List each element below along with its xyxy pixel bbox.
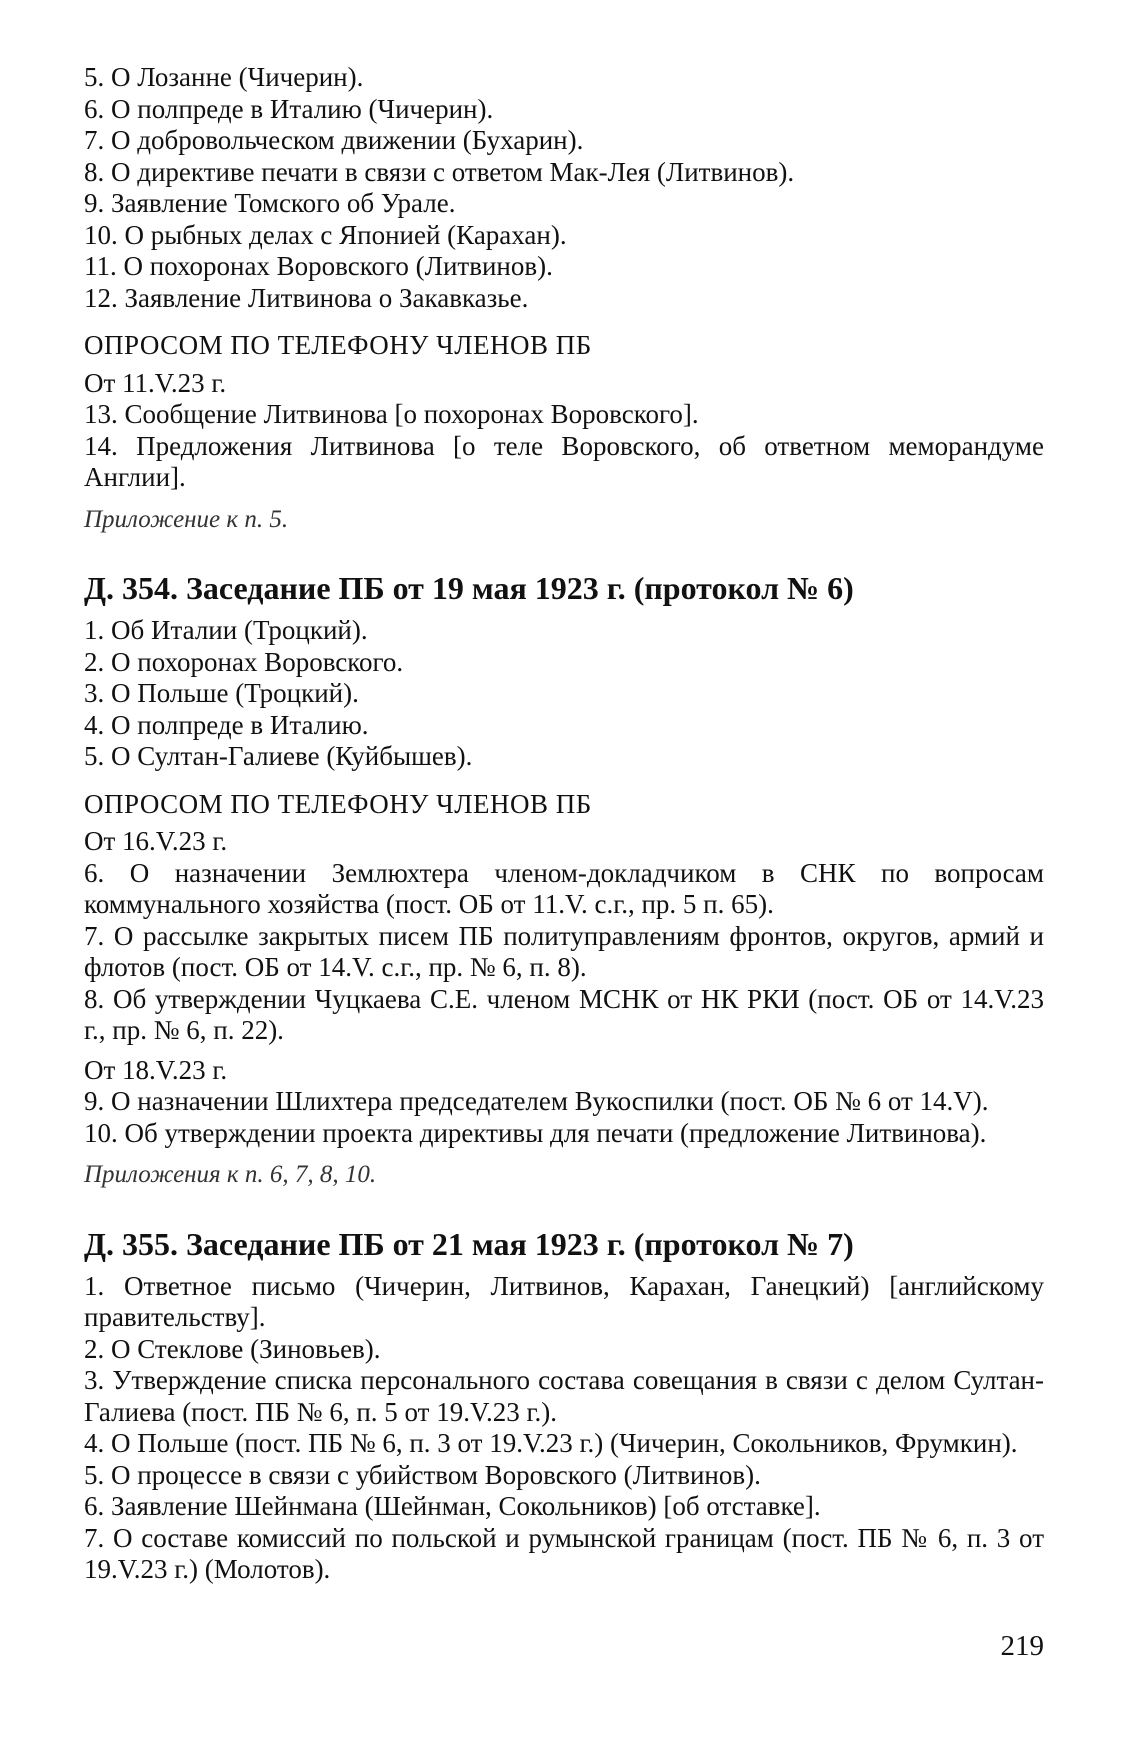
list-item: 7. О добровольческом движении (Бухарин).	[84, 125, 584, 155]
list-item: 12. Заявление Литвинова о Закавказье.	[84, 282, 529, 313]
list-item: 10. Об утверждении проекта директивы для печати (предложение Литвинова).	[84, 1117, 987, 1148]
poll-section-label: ОПРОСОМ ПО ТЕЛЕФОНУ ЧЛЕНОВ ПБ	[84, 788, 592, 819]
list-item: 4. О Польше (пост. ПБ № 6, п. 3 от 19.V.23 г.) (Чичерин, Сокольников, Фрумкин).	[84, 1428, 1018, 1458]
appendix-note: Приложения к п. 6, 7, 8, 10.	[84, 1161, 377, 1188]
doc-354-item-list	[84, 615, 1044, 773]
document-heading-354: Д. 354. Заседание ПБ от 19 мая 1923 г. (протокол № 6)	[84, 570, 854, 606]
document-page	[84, 62, 1044, 1586]
list-item: 5. О Лозанне (Чичерин).	[84, 62, 364, 92]
list-item: 6. Заявление Шейнмана (Шейнман, Сокольников) [об отставке].	[84, 1491, 821, 1521]
top-item-list	[84, 62, 1044, 314]
list-item: 7. О рассылке закрытых писем ПБ политуправлениям фронтов, округов, армий и флотов (пост. ОБ от 14.V. с.г., пр. № 6, п. 8).	[84, 920, 1044, 982]
list-item: 3. О Польше (Троцкий).	[84, 678, 359, 708]
list-item: 1. Об Италии (Троцкий).	[84, 615, 368, 645]
list-item: 5. О процессе в связи с убийством Воровского (Литвинов).	[84, 1459, 761, 1490]
poll-date: От 11.V.23 г.	[84, 367, 227, 398]
list-item: 2. О Стеклове (Зиновьев).	[84, 1333, 381, 1364]
list-item: 10. О рыбных делах с Японией (Карахан).	[84, 219, 567, 250]
list-item: 6. О полпреде в Италию (Чичерин).	[84, 93, 494, 124]
list-item: 8. Об утверждении Чуцкаева С.Е. членом МСНК от НК РКИ (пост. ОБ от 14.V.23 г., пр. № 6, п. 22).	[84, 983, 1044, 1045]
list-item: 6. О назначении Землюхтера членом-докладчиком в СНК по вопросам коммунального хозяйства (пост. ОБ от 11.V. с.г., пр. 5 п. 65).	[84, 857, 1044, 919]
document-heading-355: Д. 355. Заседание ПБ от 21 мая 1923 г. (протокол № 7)	[84, 1225, 854, 1262]
list-item: 11. О похоронах Воровского (Литвинов).	[84, 251, 553, 281]
list-item: 9. Заявление Томского об Урале.	[84, 188, 456, 218]
list-item: 1. Ответное письмо (Чичерин, Литвинов, Карахан, Ганецкий) [английскому правительству].	[84, 1270, 1044, 1332]
list-item: 8. О директиве печати в связи с ответом Мак-Лея (Литвинов).	[84, 156, 795, 187]
poll-section-label: ОПРОСОМ ПО ТЕЛЕФОНУ ЧЛЕНОВ ПБ	[84, 330, 592, 360]
list-item: 2. О похоронах Воровского.	[84, 646, 404, 677]
list-item: 5. О Султан-Галиеве (Куйбышев).	[84, 741, 473, 771]
page-number: 219	[1000, 1630, 1044, 1662]
list-item: 14. Предложения Литвинова [о теле Воровского, об ответном меморандуме Англии].	[84, 430, 1044, 492]
list-item: 9. О назначении Шлихтера председателем Вукоспилки (пост. ОБ № 6 от 14.V).	[84, 1086, 989, 1116]
appendix-note: Приложение к п. 5.	[84, 505, 289, 533]
doc-355-item-list	[84, 1271, 1044, 1586]
list-item: 3. Утверждение списка персонального состава совещания в связи с делом Султан-Галиева (пост. ПБ № 6, п. 5 от 19.V.23 г.).	[84, 1365, 1044, 1427]
poll-date: От 18.V.23 г.	[84, 1054, 228, 1085]
list-item: 4. О полпреде в Италию.	[84, 709, 369, 740]
list-item: 7. О составе комиссий по польской и румынской границам (пост. ПБ № 6, п. 3 от 19.V.23 г.) (Молотов).	[84, 1522, 1044, 1584]
list-item: 13. Сообщение Литвинова [о похоронах Воровского].	[84, 399, 699, 429]
poll-date: От 16.V.23 г.	[84, 826, 228, 856]
